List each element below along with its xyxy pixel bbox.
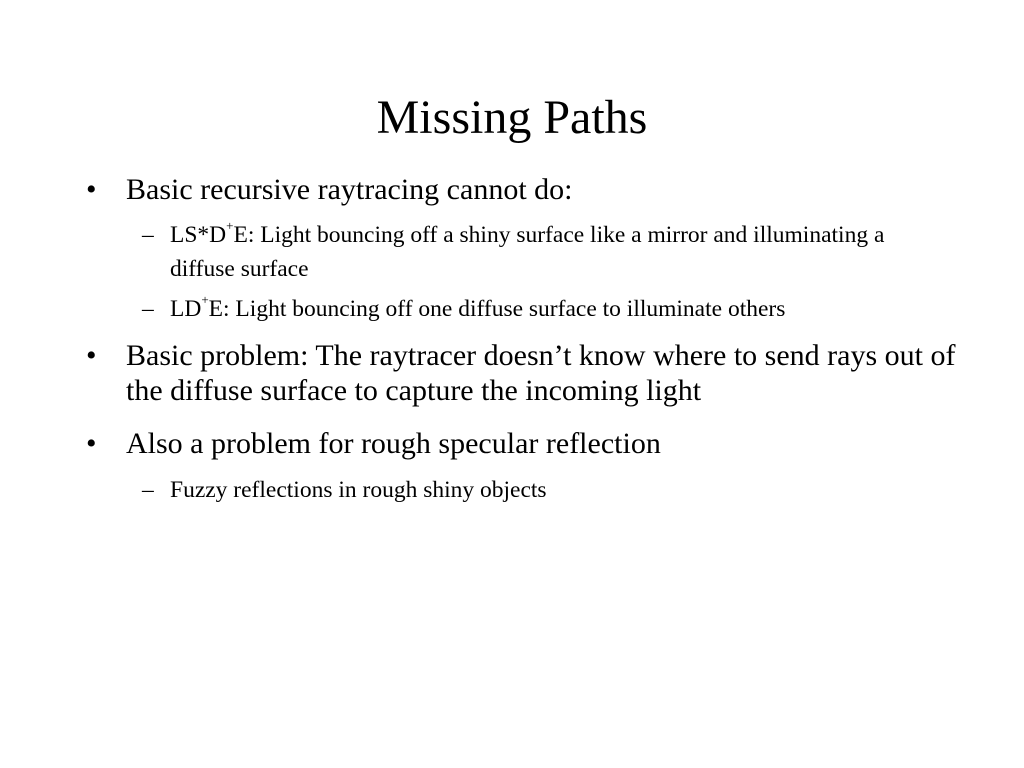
slide-title: Missing Paths (376, 91, 648, 144)
sub-bullet-body: E: Light bouncing off a shiny surface like a mirror and illuminating a diffuse surface (170, 222, 885, 282)
sub-bullet-prefix: LD (170, 296, 202, 322)
sub-bullet-text (170, 218, 942, 286)
bullet-text: Basic problem: The raytracer doesn’t know where to send rays out of the diffuse surface to capture the incoming light (126, 339, 956, 407)
bullet-text: Also a problem for rough specular reflection (126, 427, 661, 460)
sub-bullet-text (170, 292, 942, 326)
superscript: + (226, 218, 234, 234)
bullet-item-3 (86, 426, 956, 461)
bullet-marker: • (86, 173, 97, 206)
bullet-item-2 (86, 338, 956, 408)
sub-bullet-body: E: Light bouncing off one diffuse surface to illuminate others (208, 296, 786, 322)
superscript: + (201, 292, 209, 308)
bullet-text: Basic recursive raytracing cannot do: (126, 173, 573, 206)
sub-bullet-marker: – (142, 222, 154, 248)
bullet-marker: • (86, 339, 97, 372)
sub-bullet-marker: – (142, 296, 154, 322)
bullet-marker: • (86, 427, 97, 460)
sub-bullet-marker: – (142, 477, 154, 503)
sub-bullet-item-1-1 (142, 218, 942, 286)
sub-bullet-text: Fuzzy reflections in rough shiny objects (170, 477, 547, 503)
sub-bullet-prefix: LS*D (170, 222, 227, 248)
bullet-item-1 (86, 172, 956, 207)
sub-bullet-item-1-2 (142, 292, 942, 326)
sub-bullet-item-3-1 (142, 473, 942, 507)
